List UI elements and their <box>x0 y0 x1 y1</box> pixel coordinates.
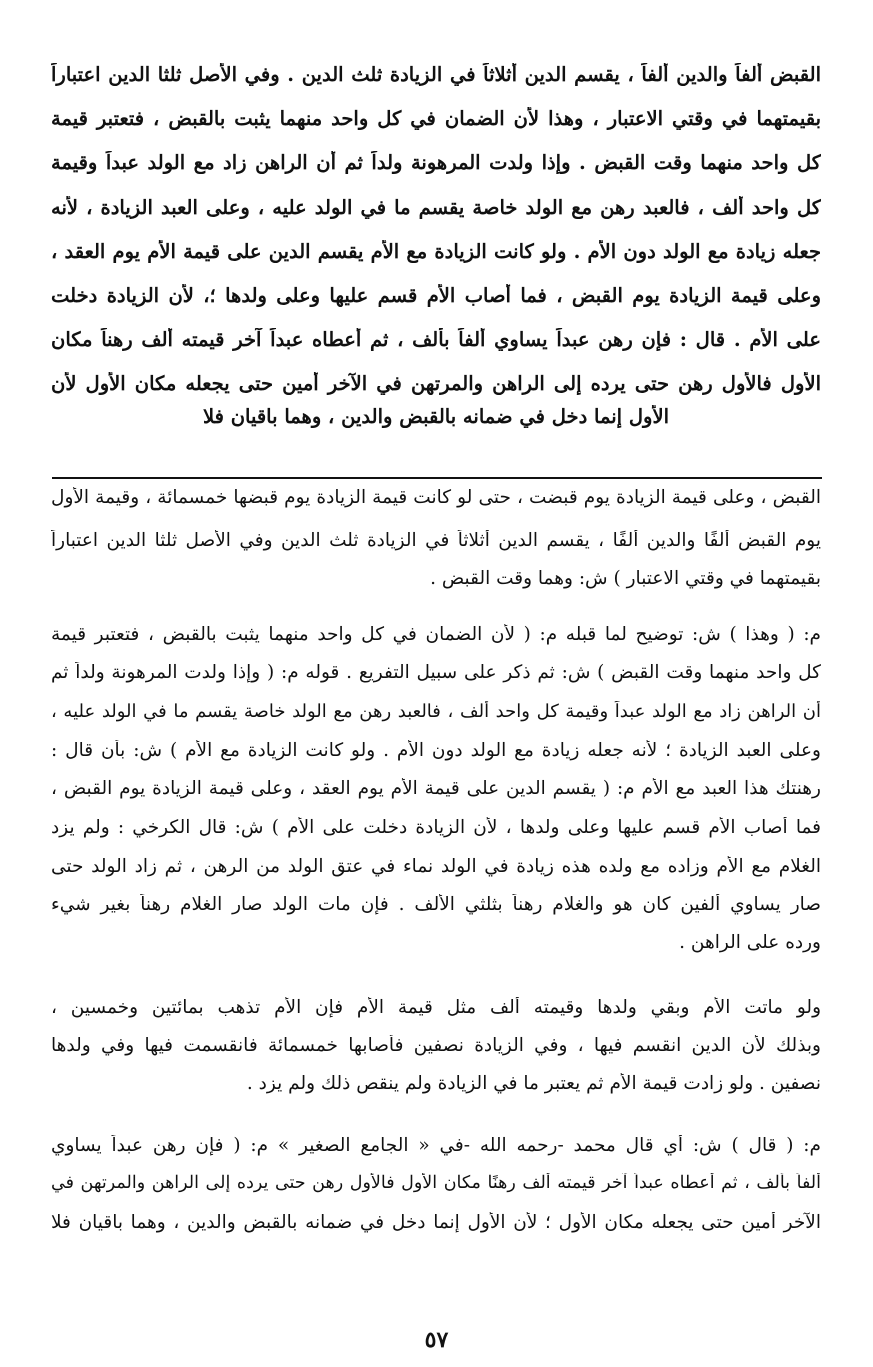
commentary-line: الغلام مع الأم وزاده مع ولده هذه زيادة في الولد نماء في عتق الولد من الرهن ، ثم زاد الولد حتى <box>51 856 821 877</box>
page-number: ٥٧ <box>424 1327 449 1353</box>
commentary-line: القبض ، وعلى قيمة الزيادة يوم قبضت ، حتى لو كانت قيمة الزيادة يوم قبضها خمسمائة ، وقيمة الأول <box>51 487 821 508</box>
commentary-line: م: ( وهذا ) ش: توضيح لما قبله م: ( لأن الضمان في كل واحد منهما يثبت بالقبض ، فتعتبر قيمة <box>51 624 821 645</box>
separator-rule <box>52 477 822 479</box>
commentary-line: صار يساوي ألفين كان هو والغلام رهناً بثلثي الألف . فإن مات الولد صار الغلام رهناً بغير شيء <box>51 894 821 915</box>
commentary-line: يوم القبض ألفًا والدين ألفًا ، يقسم الدين أثلاثاً في الزيادة ثلث الدين وفي الأصل ثلثا الدين اعتباراً <box>51 530 821 551</box>
commentary-line: ألفاً بألف ، ثم أعطاه عبداً آخر قيمته ألف رهنًا مكان الأول فالأول رهن حتى يرده إلى الراهن والمرتهن في <box>51 1173 821 1193</box>
commentary-line: نصفين . ولو زادت قيمة الأم ثم يعتبر ما في الزيادة ولم ينقص ذلك ولم يزد . <box>246 1073 821 1094</box>
commentary-line: أن الراهن زاد مع الولد عبداً وقيمة كل واحد ألف ، فالعبد رهن مع الولد خاصة يقسم ما في الولد عليه ، <box>51 701 821 722</box>
commentary-line: وعلى العبد الزيادة ؛ لأنه جعله زيادة مع الولد دون الأم . ولو كانت الزيادة مع الأم ) ش: بأن قال : <box>51 740 821 761</box>
commentary-line: م: ( قال ) ش: أي قال محمد -رحمه الله -في « الجامع الصغير » م: ( فإن رهن عبداً يساوي <box>51 1135 821 1156</box>
main-text-line: الأول إنما دخل في ضمانه بالقبض والدين ، وهما باقيان فلا <box>202 405 670 428</box>
main-text-line: القبض ألفاً والدين ألفاً ، يقسم الدين أثلاثاً في الزيادة ثلث الدين . وفي الأصل ثلثا الدين اعتباراً <box>51 63 821 86</box>
main-text-line: كل واحد منهما وقت القبض . وإذا ولدت المرهونة ولداً ثم أن الراهن زاد مع الولد عبداً وقيمة <box>51 151 821 174</box>
commentary-line: بقيمتهما في وقتي الاعتبار ) ش: وهما وقت القبض . <box>430 568 821 589</box>
commentary-line: رهنتك هذا العبد مع الأم م: ( يقسم الدين على قيمة الأم يوم العقد ، وعلى قيمة الزيادة يوم القبض ، <box>51 778 821 799</box>
commentary-line: فما أصاب الأم قسم عليها وعلى ولدها ، لأن الزيادة دخلت على الأم ) ش: قال الكرخي : ولم يزد <box>51 817 821 838</box>
main-text-line: بقيمتهما في وقتي الاعتبار ، وهذا لأن الضمان في كل واحد منهما يثبت بالقبض ، فتعتبر قيمة <box>51 107 821 130</box>
commentary-line: كل واحد منهما وقت القبض ) ش: ثم ذكر على سبيل التفريع . قوله م: ( وإذا ولدت المرهونة ولداً ثم <box>51 662 821 683</box>
main-text-line: على الأم . قال : فإن رهن عبداً يساوي ألفاً بألف ، ثم أعطاه عبداً آخر قيمته ألف رهناً مكان <box>51 328 821 351</box>
main-text-line: جعله زيادة مع الولد دون الأم . ولو كانت الزيادة مع الأم يقسم الدين على قيمة الأم يوم العقد ، <box>51 240 821 263</box>
commentary-line: ورده على الراهن . <box>679 932 821 953</box>
commentary-line: الآخر أمين حتى يجعله مكان الأول ؛ لأن الأول إنما دخل في ضمانه بالقبض والدين ، وهما باقيان فلا <box>51 1212 821 1233</box>
main-text-line: وعلى قيمة الزيادة يوم القبض ، فما أصاب الأم قسم عليها وعلى ولدها ؛، لأن الزيادة دخلت <box>51 284 821 307</box>
main-text-line: الأول فالأول رهن حتى يرده إلى الراهن والمرتهن في الآخر أمين حتى يجعله مكان الأول لأن <box>51 372 821 395</box>
main-text-line: كل واحد ألف ، فالعبد رهن مع الولد خاصة يقسم ما في الولد عليه ، وعلى العبد الزيادة ، لأنه <box>51 196 821 219</box>
commentary-line: وبذلك لأن الدين انقسم فيها ، وفي الزيادة نصفين فأصابها خمسمائة فانقسمت فيها وفي ولدها <box>51 1035 821 1056</box>
commentary-line: ولو ماتت الأم وبقي ولدها وقيمته ألف مثل قيمة الأم فإن الأم تذهب بمائتين وخمسين ، <box>51 997 821 1018</box>
